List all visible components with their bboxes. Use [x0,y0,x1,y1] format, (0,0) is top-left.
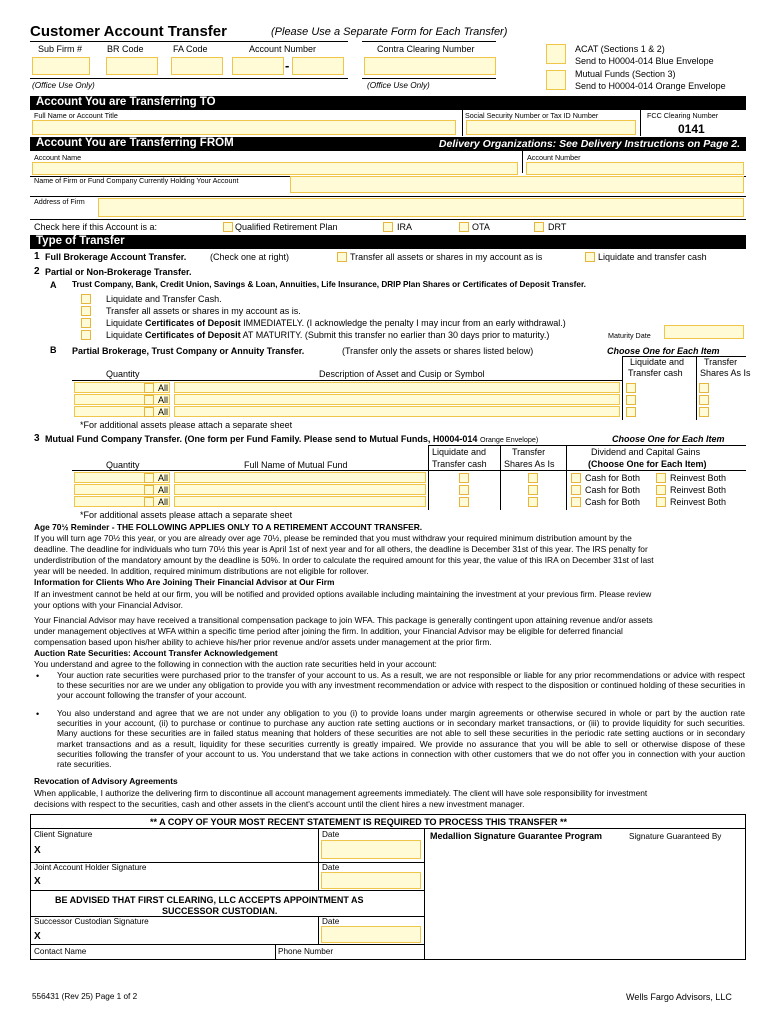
contra-clearing-field[interactable] [364,57,496,75]
account-type-label: Check here if this Account is a: [34,222,158,232]
firm-address-field[interactable] [98,198,744,217]
reinvest-both-checkbox[interactable] [656,473,666,483]
acat-checkbox[interactable] [546,44,566,64]
s3-liquidate-header-2: Transfer cash [432,459,487,469]
a-cd-maturity-checkbox[interactable] [81,330,91,340]
contra-clearing-label: Contra Clearing Number [377,44,475,54]
ira-label: IRA [397,222,413,232]
bullet-2: • [36,709,40,719]
reinvest-both-label: Reinvest Both [670,485,727,495]
client-date-label: Date [322,830,340,839]
b-liquidate-checkbox[interactable] [626,395,636,405]
successor-date-label: Date [322,917,340,926]
section-1-note: (Check one at right) [210,252,290,262]
section-type-header: Type of Transfer [30,235,746,249]
b-all-label: All [158,395,169,405]
cash-both-checkbox[interactable] [571,497,581,507]
advised-line-2: SUCCESSOR CUSTODIAN. [162,906,278,916]
info-line-2: your options with your Financial Advisor. [34,600,183,610]
ota-checkbox[interactable] [459,222,469,232]
b-quantity-field[interactable] [74,382,170,393]
b-liquidate-checkbox[interactable] [626,383,636,393]
section-to-header: Account You are Transferring TO [30,96,746,110]
drt-label: DRT [548,222,567,232]
revocation-line-2: decisions with respect to the securities, cash and other assets in the client's account until the client hires a new investment manager. [34,799,525,809]
joint-signature-label: Joint Account Holder Signature [34,863,147,872]
transfer-as-is-checkbox[interactable] [337,252,347,262]
info-heading: Information for Clients Who Are Joining Their Financial Advisor at Our Firm [34,577,335,587]
s3-all-label: All [158,497,169,507]
s3-fund-name-field[interactable] [174,496,426,507]
section-1-number: 1 [34,251,40,262]
fa-comp-line-1: Your Financial Advisor may have received a transitional compensation package to join WFA. This package is generally contingent upon attaining revenue and/or assets [34,615,653,625]
qualified-plan-label: Qualified Retirement Plan [235,222,338,232]
delivery-note: Delivery Organizations: See Delivery Instructions on Page 2. [438,138,740,150]
a-cd-maturity-label: Liquidate Certificates of Deposit AT MATURITY. (Submit this transfer no earlier than 30 days prior to maturity.) [106,330,550,340]
from-name-label: Account Name [34,153,82,162]
b-liquidate-header-1: Liquidate and [630,357,685,367]
to-name-field[interactable] [32,120,456,135]
successor-signature-label: Successor Custodian Signature [34,917,149,926]
joint-signature-x: X [34,876,41,887]
cash-both-label: Cash for Both [585,473,641,483]
s3-all-checkbox[interactable] [144,473,154,483]
drt-checkbox[interactable] [534,222,544,232]
liquidate-cash-label: Liquidate and transfer cash [598,252,707,262]
b-all-checkbox[interactable] [144,395,154,405]
s3-all-checkbox[interactable] [144,497,154,507]
from-acct-field[interactable] [526,162,744,175]
s3-liquidate-checkbox[interactable] [459,485,469,495]
s3-dividend-header: Dividend and Capital Gains [591,447,701,457]
account-number-dash: - [285,58,290,73]
s3-all-label: All [158,485,169,495]
b-additional-note: *For additional assets please attach a separate sheet [80,420,293,430]
form-title: Customer Account Transfer [30,23,227,40]
office-use-label-1: (Office Use Only) [32,81,95,90]
maturity-date-label: Maturity Date [608,331,651,340]
s3-fund-name-field[interactable] [174,472,426,483]
acat-label: ACAT (Sections 1 & 2) [575,44,665,54]
b-all-label: All [158,407,169,417]
cash-both-checkbox[interactable] [571,473,581,483]
section-3-number: 3 [34,433,40,444]
a-cd-immediately-label: Liquidate Certificates of Deposit IMMEDIATELY. (I acknowledge the penalty I may incur from an early withdrawal.) [106,318,566,328]
sub-firm-label: Sub Firm # [38,44,83,54]
reinvest-both-checkbox[interactable] [656,485,666,495]
to-ssn-label: Social Security Number or Tax ID Number [465,111,599,120]
from-acct-label: Account Number [527,153,581,162]
b-all-label: All [158,383,169,393]
b-description-field[interactable] [174,394,620,405]
a-liquidate-cash-label: Liquidate and Transfer Cash. [106,294,222,304]
b-transfer-checkbox[interactable] [699,383,709,393]
advised-line-1: BE ADVISED THAT FIRST CLEARING, LLC ACCEPTS APPOINTMENT AS [55,895,364,905]
statement-copy-notice: ** A COPY OF YOUR MOST RECENT STATEMENT IS REQUIRED TO PROCESS THIS TRANSFER ** [150,817,568,827]
s3-liquidate-header-1: Liquidate and [432,447,487,457]
fcc-label: FCC Clearing Number [647,111,719,120]
b-transfer-checkbox[interactable] [699,395,709,405]
fa-code-label: FA Code [173,44,208,54]
b-transfer-header-2: Shares As Is [700,368,751,378]
b-quantity-field[interactable] [74,406,170,417]
age-reminder-heading: Age 70½ Reminder - THE FOLLOWING APPLIES ONLY TO A RETIREMENT ACCOUNT TRANSFER. [34,522,423,532]
b-quantity-field[interactable] [74,394,170,405]
s3-transfer-header-1: Transfer [512,447,546,457]
to-name-label: Full Name or Account Title [34,111,118,120]
section-from-header [30,137,746,151]
ars-heading: Auction Rate Securities: Account Transfer Acknowledgement [34,648,278,658]
firm-name-field[interactable] [290,176,744,193]
medallion-label: Medallion Signature Guarantee Program [430,831,603,841]
fa-comp-line-2: under management objectives at WFA within a specific time period after joining the firm. In addition, your Financial Advisor may be eligible for deferred financial [34,626,623,636]
section-2b-title: Partial Brokerage, Trust Company or Annuity Transfer. [72,346,305,356]
mutual-funds-checkbox[interactable] [546,70,566,90]
joint-date-field[interactable] [321,872,421,889]
s3-additional-note: *For additional assets please attach a separate sheet [80,510,293,520]
s3-dividend-choose: (Choose One for Each Item) [588,459,707,469]
s3-transfer-checkbox[interactable] [528,497,538,507]
ars-bullet-2: You also understand and agree that we are not under any obligation to you (i) to provide loans under margin agreements or otherwise secured in whole or part by the auction rate securities in your account, (ii) to purchase or continue to purchase any auction rate setting auctions or in secondary market transactions, or (iii) to provide liquidity for such securities. Many auctions for these securities are in failed status meaning that holders of these securities are not able to sell these securities in the periodic rate setting auctions or in secondary market transactions and as a result, liquidity for these securities currently is greatly impaired. We provide no assurance that you will be able to sell or otherwise dispose of these securities following the transfer of your account to us. You understand that we take actions in connection with other customers that we do not offer you in connection with your auction rate securities. [57,708,745,770]
bullet-1: • [36,671,40,681]
section-2b-choose: Choose One for Each Item [607,346,720,356]
br-code-field[interactable] [106,57,158,75]
section-2a-title: Trust Company, Bank, Credit Union, Savings & Loan, Annuities, Life Insurance, DRIP Plan Shares or Certificates of Deposit Transfer. [72,280,586,289]
b-all-checkbox[interactable] [144,383,154,393]
revocation-heading: Revocation of Advisory Agreements [34,776,178,786]
s3-all-label: All [158,473,169,483]
section-3-choose: Choose One for Each Item [612,434,725,444]
mutual-funds-send-label: Send to H0004-014 Orange Envelope [575,81,726,91]
cash-both-label: Cash for Both [585,485,641,495]
age-reminder-line-4: year will be needed. In addition, required minimum distributions are not eligible for rollover. [34,566,369,576]
section-from-title: Account You are Transferring FROM [36,137,234,149]
office-use-label-2: (Office Use Only) [367,81,430,90]
fa-comp-line-3: compensation based upon his/her ability to achieve his/her prior revenue and/or assets under management at the prior firm. [34,637,492,647]
b-description-field[interactable] [174,406,620,417]
info-line-1: If an investment cannot be held at our firm, you will be notified and provided options available including maintaining the investment at your previous firm. Please review [34,589,652,599]
b-liquidate-checkbox[interactable] [626,407,636,417]
b-description-header: Description of Asset and Cusip or Symbol [319,369,485,379]
section-2-number: 2 [34,266,40,277]
cash-both-checkbox[interactable] [571,485,581,495]
s3-quantity-field[interactable] [74,496,170,507]
s3-quantity-field[interactable] [74,472,170,483]
successor-signature-x: X [34,931,41,942]
s3-liquidate-checkbox[interactable] [459,497,469,507]
s3-liquidate-checkbox[interactable] [459,473,469,483]
account-number-field-2[interactable] [292,57,344,75]
s3-fund-name-field[interactable] [174,484,426,495]
liquidate-cash-checkbox[interactable] [585,252,595,262]
fcc-value: 0141 [678,122,705,136]
form-subtitle: (Please Use a Separate Form for Each Transfer) [271,26,508,38]
account-number-label: Account Number [249,44,317,54]
br-code-label: BR Code [107,44,144,54]
section-2b-note: (Transfer only the assets or shares listed below) [342,346,534,356]
b-all-checkbox[interactable] [144,407,154,417]
a-transfer-as-is-checkbox[interactable] [81,306,91,316]
qualified-plan-checkbox[interactable] [223,222,233,232]
reinvest-both-label: Reinvest Both [670,497,727,507]
client-signature-label: Client Signature [34,830,93,839]
ota-label: OTA [472,222,490,232]
a-transfer-as-is-label: Transfer all assets or shares in my account as is. [106,306,301,316]
s3-quantity-field[interactable] [74,484,170,495]
s3-transfer-checkbox[interactable] [528,473,538,483]
joint-date-label: Date [322,863,340,872]
revocation-line-1: When applicable, I authorize the delivering firm to discontinue all account management agreements immediately. The client will have sole responsibility for investment [34,788,648,798]
age-reminder-line-2: deadline. The deadline for individuals who turn 70½ this year is April 1st of next year and for all others, the deadline is December 31st of this year. The IRS penalty for [34,544,648,554]
fa-code-field[interactable] [171,57,223,75]
account-number-field-1[interactable] [232,57,284,75]
reinvest-both-checkbox[interactable] [656,497,666,507]
mutual-funds-label: Mutual Funds (Section 3) [575,69,676,79]
s3-all-checkbox[interactable] [144,485,154,495]
firm-address-label: Address of Firm [34,197,85,206]
s3-transfer-header-2: Shares As Is [504,459,555,469]
age-reminder-line-1: If you will turn age 70½ this year, or you are already over age 70½, please be reminded that you must withdraw your required minimum distribution amount by the [34,533,632,543]
successor-date-field[interactable] [321,926,421,943]
age-reminder-line-3: underdistribution of the mandatory amount by the deadline is 50%. In order to calculate the required amount for this year, the value of this IRA on December 31st of last [34,555,654,565]
s3-quantity-header: Quantity [106,460,140,470]
cash-both-label: Cash for Both [585,497,641,507]
to-ssn-field[interactable] [466,120,636,135]
ars-bullet-1: Your auction rate securities were purchased prior to the transfer of your account to us. As a result, we are not responsible or liable for any prior recommendations or advice with respect to these securities nor are we under any obligation to provide you with any investment recommendation or advice with respect to the disposition or continued holding of these securities in your account following the transfer of your account. [57,670,745,701]
guaranteed-by-label: Signature Guaranteed By [629,832,722,841]
s3-transfer-checkbox[interactable] [528,485,538,495]
transfer-as-is-label: Transfer all assets or shares in my account as is [350,252,543,262]
sub-firm-field[interactable] [32,57,90,75]
ira-checkbox[interactable] [383,222,393,232]
contact-name-label: Contact Name [34,947,87,956]
section-2b-letter: B [50,345,57,355]
maturity-date-field[interactable] [664,325,744,339]
ars-intro: You understand and agree to the following in connection with the auction rate securities held in your account: [34,659,437,669]
phone-number-label: Phone Number [278,947,334,956]
b-transfer-checkbox[interactable] [699,407,709,417]
client-date-field[interactable] [321,840,421,859]
reinvest-both-label: Reinvest Both [670,473,727,483]
acat-send-label: Send to H0004-014 Blue Envelope [575,56,714,66]
client-signature-x: X [34,845,41,856]
b-quantity-header: Quantity [106,369,140,379]
b-description-field[interactable] [174,382,620,393]
company-name: Wells Fargo Advisors, LLC [626,992,732,1002]
from-name-field[interactable] [32,162,518,175]
s3-fund-name-header: Full Name of Mutual Fund [244,460,348,470]
form-number: 556431 (Rev 25) Page 1 of 2 [32,992,138,1001]
firm-name-label: Name of Firm or Fund Company Currently Holding Your Account [34,176,239,185]
section-1-title: Full Brokerage Account Transfer. [45,252,187,262]
section-3-title-line: Mutual Fund Company Transfer. (One form per Fund Family. Please send to Mutual Funds, H0004-014 Orange Envelope) [45,434,539,444]
b-liquidate-header-2: Transfer cash [628,368,683,378]
section-2-title: Partial or Non-Brokerage Transfer. [45,267,192,277]
b-transfer-header-1: Transfer [704,357,738,367]
a-liquidate-cash-checkbox[interactable] [81,294,91,304]
section-2a-letter: A [50,280,57,290]
a-cd-immediately-checkbox[interactable] [81,318,91,328]
